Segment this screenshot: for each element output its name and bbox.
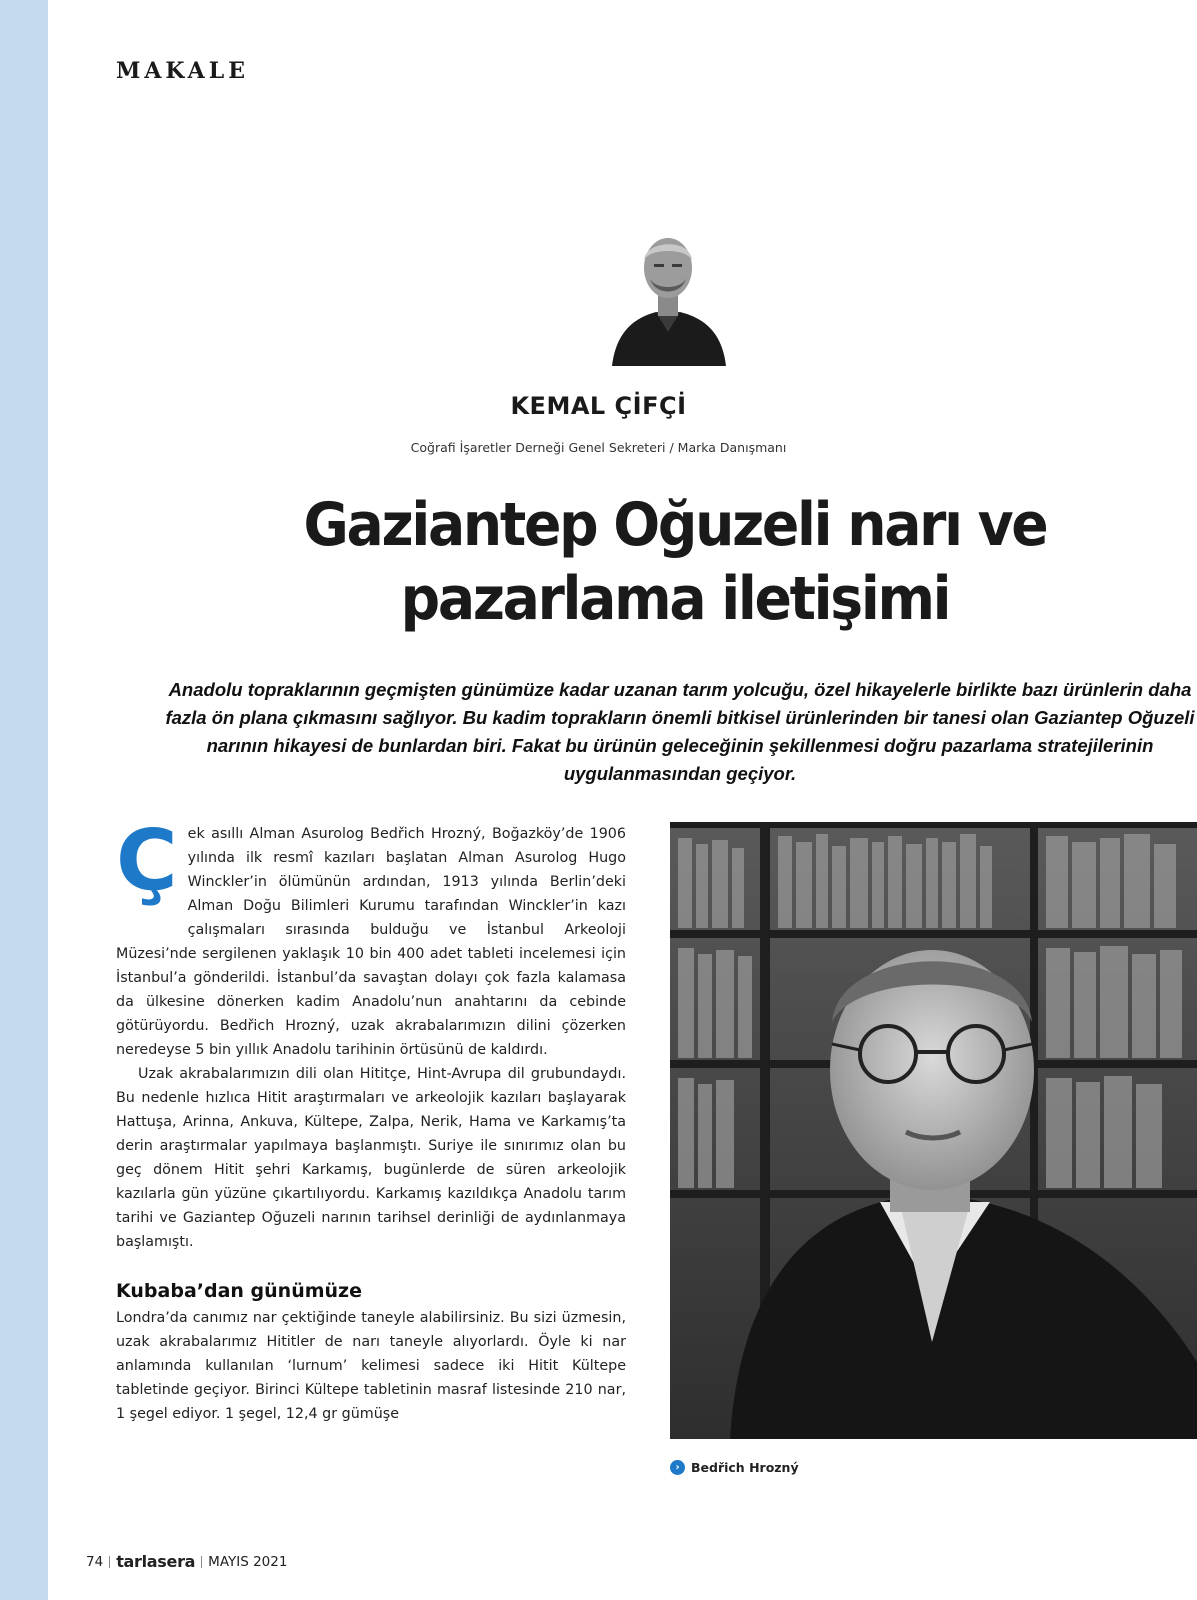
issue-date: MAYIS 2021 (208, 1553, 288, 1570)
page-footer (86, 1552, 287, 1571)
sidebar-color-strip (0, 0, 48, 1600)
author-photo (606, 220, 730, 366)
author-name: KEMAL ÇİFÇİ (510, 392, 687, 420)
photo-caption (670, 1460, 799, 1475)
body-paragraph: Uzak akrabalarımızın dili olan Hititçe, Hint-Avrupa dil grubundaydı. Bu nedenle hızlıca Hitit araştırmaları ve arkeolojik kazıları başlayarak Hattuşa, Arinna, Ankuva, Kültepe, Zalpa, Nerik, Hama ve Karkamış’ta derin araştırmalar yapılmaya başlanmıştı. Suriye ile sınırımız olan bu geç dönem Hitit şehri Karkamış, bugünlerde de süren arkeolojik kazılarla gün yüzüne çıkartılıyordu. Karkamış kazıldıkça Anadolu tarım tarihi ve Gaziantep Oğuzeli narının tarihsel derinliği de aydınlanmaya başlamıştı. (116, 1066, 626, 1250)
article-title (192, 488, 1158, 636)
article-lead: Anadolu topraklarının geçmişten günümüze kadar uzanan tarım yolcuğu, özel hikayelerle birlikte bazı ürünlerin daha fazla ön plana çıkmasını sağlıyor. Bu kadim toprakların önemli bitkisel ürünlerinden bir tanesi olan Gaziantep Oğuzeli narının hikayesi de bunlardan biri. Fakat bu ürünün geleceğinin şekillenmesi doğru pazarlama stratejilerinin uygulanmasından geçiyor. (165, 679, 1195, 784)
footer-divider (109, 1556, 110, 1568)
magazine-name: tarlasera (116, 1552, 196, 1571)
title-line: Gaziantep Oğuzeli narı ve (303, 490, 1047, 560)
title-line: pazarlama iletişimi (400, 564, 950, 634)
drop-cap: Ç (116, 811, 178, 909)
section-label: MAKALE (116, 58, 249, 84)
portrait-photo (670, 822, 1197, 1439)
caption-text: Bedřich Hrozný (691, 1460, 799, 1475)
section-subheading: Kubaba’dan günümüze (116, 1280, 362, 1302)
footer-divider (201, 1556, 202, 1568)
chevron-right-icon: › (670, 1460, 685, 1475)
body-paragraph: ek asıllı Alman Asurolog Bedřich Hrozný, Boğazköy’de 1906 yılında ilk resmî kazıları başlatan Alman Asurolog Hugo Winckler’in ölümünün ardından, 1913 yılında Berlin’deki Alman Doğu Bilimleri Kurumu tarafından Winckler’in kazı çalışmaları sırasında bulduğu ve İstanbul Arkeoloji Müzesi’nde sergilenen yaklaşık 10 bin 400 adet tableti incelemesi için İstanbul’a gönderildi. İstanbul’da savaştan dolayı çok fazla kalamasa da ülkesine dönerken kadim Anadolu’nun anahtarını da cebinde götürüyordu. Bedřich Hrozný, uzak akrabalarımızın dilini çözerken neredeyse 5 bin yıllık Anadolu tarihinin örtüsünü de kaldırdı. (116, 826, 626, 1058)
page-number: 74 (86, 1553, 104, 1570)
author-role: Coğrafi İşaretler Derneği Genel Sekreteri / Marka Danışmanı (410, 440, 787, 455)
body-paragraph: Londra’da canımız nar çektiğinde taneyle alabilirsiniz. Bu sizi üzmesin, uzak akrabalarımız Hititler de narı taneyle alıyorlardı. Öyle ki nar anlamında kullanılan ‘lurnum’ kelimesi sadece iki Hitit Kültepe tabletinde geçiyor. Birinci Kültepe tabletinin masraf listesinde 210 nar, 1 şegel ediyor. 1 şegel, 12,4 gr gümüşe (116, 1310, 626, 1422)
article-body (116, 811, 626, 1426)
